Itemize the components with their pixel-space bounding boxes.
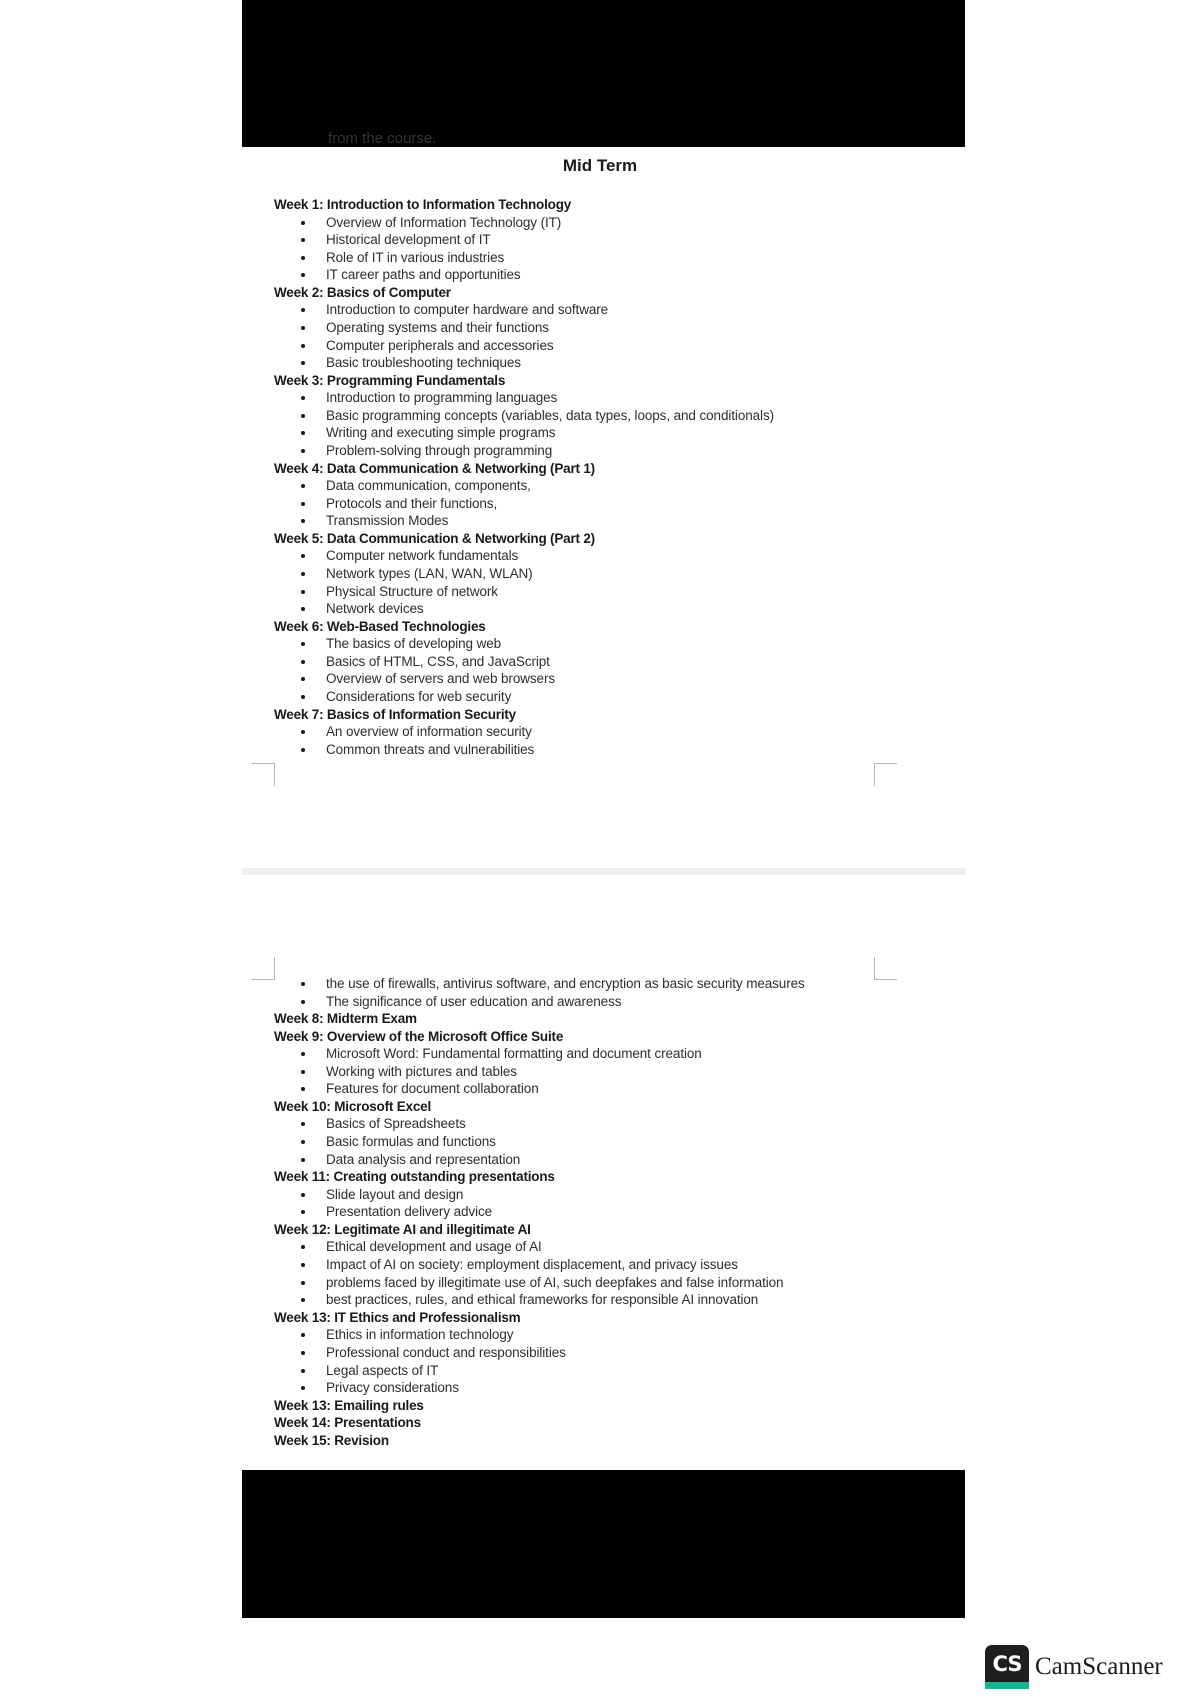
topic-item: problems faced by illegitimate use of AI, such deepfakes and false information: [274, 1274, 914, 1292]
topic-list: [274, 1326, 914, 1396]
week-heading: Week 11: Creating outstanding presentations: [274, 1169, 555, 1185]
topic-item: Data communication, components,: [274, 477, 914, 495]
topic-item: Transmission Modes: [274, 512, 914, 530]
topic-list: [274, 389, 914, 459]
topic-list: [274, 477, 914, 530]
week-heading: Week 6: Web-Based Technologies: [274, 618, 486, 634]
topic-item: Considerations for web security: [274, 688, 914, 706]
page-corner-mark: [252, 957, 275, 980]
topic-item: Overview of servers and web browsers: [274, 670, 914, 688]
week-heading: Week 9: Overview of the Microsoft Office Suite: [274, 1028, 564, 1044]
cut-off-text: from the course.: [328, 130, 437, 147]
week-heading: Week 7: Basics of Information Security: [274, 706, 516, 722]
topic-item: Physical Structure of network: [274, 583, 914, 601]
topic-item: Privacy considerations: [274, 1379, 914, 1397]
topic-item: Network types (LAN, WAN, WLAN): [274, 565, 914, 583]
topic-item: Computer network fundamentals: [274, 547, 914, 565]
topic-item: Basic troubleshooting techniques: [274, 354, 914, 372]
topic-item: Basic formulas and functions: [274, 1133, 914, 1151]
topic-item: Introduction to computer hardware and software: [274, 301, 914, 319]
topic-item: Slide layout and design: [274, 1186, 914, 1204]
topic-item: Ethics in information technology: [274, 1326, 914, 1344]
week-heading: Week 12: Legitimate AI and illegitimate AI: [274, 1221, 531, 1237]
topic-list: [274, 214, 914, 284]
week-heading: Week 4: Data Communication & Networking (Part 1): [274, 460, 595, 476]
topic-list: [274, 723, 914, 758]
topic-item: Writing and executing simple programs: [274, 424, 914, 442]
page-corner-mark: [252, 763, 275, 786]
topic-item: Protocols and their functions,: [274, 495, 914, 513]
topic-list: [274, 547, 914, 617]
topic-list: [274, 975, 914, 1010]
page-corner-mark: [874, 763, 897, 786]
redaction-bar-bottom: [242, 1470, 965, 1618]
topic-list: [274, 1115, 914, 1168]
topic-item: Introduction to programming languages: [274, 389, 914, 407]
topic-item: Overview of Information Technology (IT): [274, 214, 914, 232]
week-heading: Week 13: IT Ethics and Professionalism: [274, 1309, 521, 1325]
topic-item: Features for document collaboration: [274, 1080, 914, 1098]
topic-item: Basic programming concepts (variables, data types, loops, and conditionals): [274, 407, 914, 425]
week-heading: Week 2: Basics of Computer: [274, 284, 451, 300]
topic-item: The significance of user education and awareness: [274, 993, 914, 1011]
topic-item: Ethical development and usage of AI: [274, 1238, 914, 1256]
syllabus-section-2: [274, 975, 914, 1449]
topic-item: IT career paths and opportunities: [274, 266, 914, 284]
page-separator: [242, 868, 965, 875]
topic-item: Historical development of IT: [274, 231, 914, 249]
camscanner-wordmark: CamScanner: [1035, 1653, 1163, 1680]
topic-item: Operating systems and their functions: [274, 319, 914, 337]
topic-item: the use of firewalls, antivirus software, and encryption as basic security measures: [274, 975, 914, 993]
topic-item: Problem-solving through programming: [274, 442, 914, 460]
week-heading: Week 15: Revision: [274, 1432, 389, 1448]
redaction-bar-top: [242, 0, 965, 147]
camscanner-logo: [985, 1645, 1163, 1689]
syllabus-section-1: [274, 196, 914, 758]
topic-list: [274, 1186, 914, 1221]
week-heading: Week 5: Data Communication & Networking (Part 2): [274, 530, 595, 546]
topic-item: Presentation delivery advice: [274, 1203, 914, 1221]
topic-item: Legal aspects of IT: [274, 1362, 914, 1380]
topic-item: Role of IT in various industries: [274, 249, 914, 267]
topic-item: best practices, rules, and ethical frameworks for responsible AI innovation: [274, 1291, 914, 1309]
topic-item: Data analysis and representation: [274, 1151, 914, 1169]
week-heading: Week 3: Programming Fundamentals: [274, 372, 506, 388]
page-title: Mid Term: [562, 156, 638, 175]
topic-item: Basics of HTML, CSS, and JavaScript: [274, 653, 914, 671]
week-heading: Week 8: Midterm Exam: [274, 1011, 417, 1027]
topic-item: The basics of developing web: [274, 635, 914, 653]
topic-item: Impact of AI on society: employment displacement, and privacy issues: [274, 1256, 914, 1274]
topic-item: Common threats and vulnerabilities: [274, 741, 914, 759]
topic-item: Working with pictures and tables: [274, 1063, 914, 1081]
topic-item: Professional conduct and responsibilities: [274, 1344, 914, 1362]
topic-list: [274, 301, 914, 371]
topic-item: Microsoft Word: Fundamental formatting and document creation: [274, 1045, 914, 1063]
topic-item: Network devices: [274, 600, 914, 618]
camscanner-icon: CS: [985, 1645, 1029, 1689]
topic-item: Basics of Spreadsheets: [274, 1115, 914, 1133]
topic-list: [274, 1045, 914, 1098]
topic-list: [274, 635, 914, 705]
week-heading: Week 10: Microsoft Excel: [274, 1098, 432, 1114]
week-heading: Week 1: Introduction to Information Technology: [274, 197, 572, 212]
topic-list: [274, 1238, 914, 1308]
topic-item: An overview of information security: [274, 723, 914, 741]
week-heading: Week 14: Presentations: [274, 1415, 421, 1431]
week-heading: Week 13: Emailing rules: [274, 1397, 424, 1413]
topic-item: Computer peripherals and accessories: [274, 337, 914, 355]
